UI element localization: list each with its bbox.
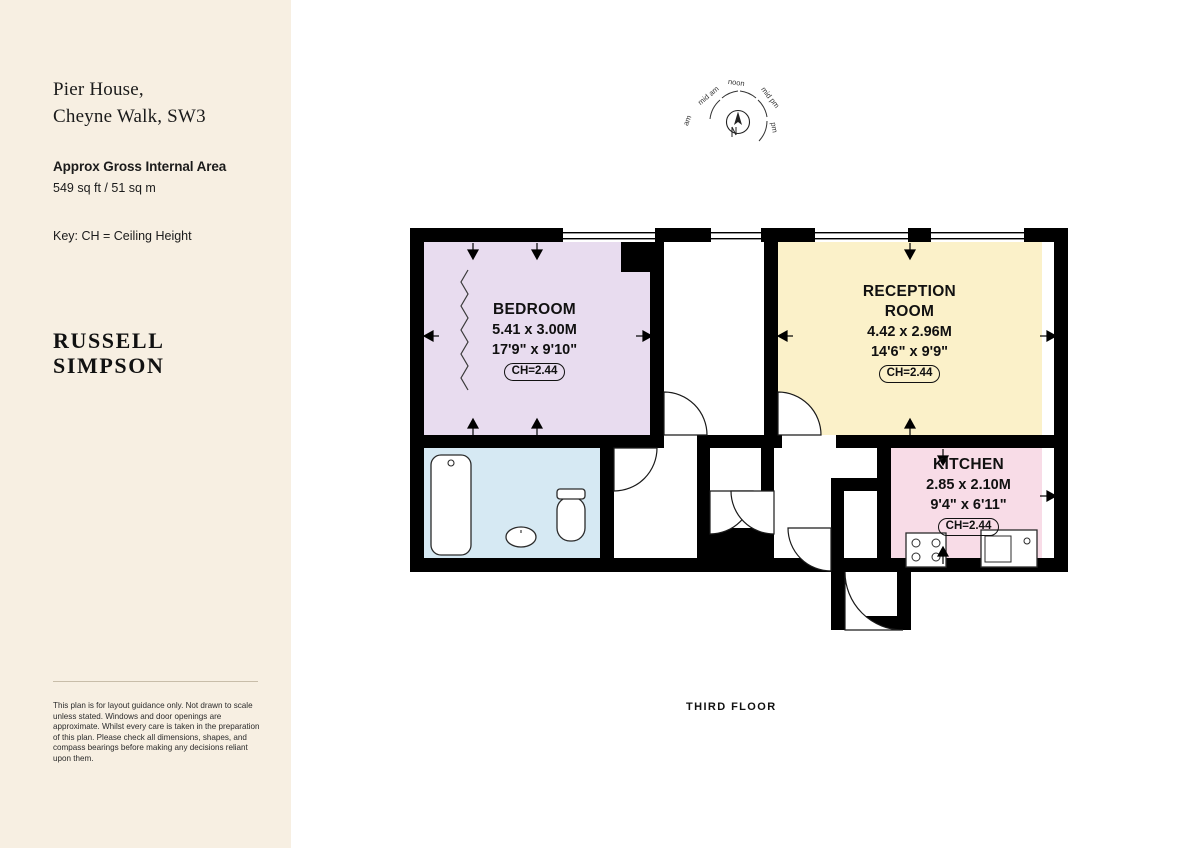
- wall-entry-right: [897, 572, 911, 630]
- bedroom-dim-imperial: 17'9" x 9'10": [491, 342, 578, 358]
- window-top-3-line-b: [815, 238, 908, 239]
- door-bedroom: [664, 392, 707, 435]
- area-value: 549 sq ft / 51 sq m: [53, 181, 156, 195]
- brand-logo: [53, 328, 164, 378]
- compass-label-mid-am: mid am: [695, 84, 721, 107]
- wall-hall-stub-1: [697, 448, 710, 528]
- wall-hall-stub-3: [697, 528, 774, 572]
- reception-ceiling-height: CH=2.44: [879, 365, 941, 383]
- bedroom-ceiling-height: CH=2.44: [504, 363, 566, 381]
- key-legend: Key: CH = Ceiling Height: [53, 229, 192, 243]
- compass-label-mid-pm: mid pm: [759, 85, 782, 110]
- window-top-3-line: [815, 232, 908, 233]
- wall-mid-1: [697, 435, 782, 448]
- kitchen-name: KITCHEN: [933, 456, 1004, 473]
- wall-left: [410, 228, 424, 572]
- brand-line-1: RUSSELL: [53, 328, 165, 353]
- wall-bedroom-bottom: [410, 435, 664, 448]
- reception-name: RECEPTION: [862, 283, 957, 300]
- window-top-1-line-b: [563, 238, 655, 239]
- window-top-2-line: [711, 232, 761, 233]
- window-top-2-line-b: [711, 238, 761, 239]
- compass-label-pm: pm: [768, 121, 780, 134]
- kitchen-label: [881, 455, 1056, 536]
- bathtub-fixture: [431, 455, 471, 555]
- address-line-2: Cheyne Walk, SW3: [53, 106, 206, 127]
- wc-fixture: [557, 497, 585, 541]
- bedroom-name: BEDROOM: [492, 301, 577, 318]
- reception-room-label: [822, 282, 997, 383]
- window-top-4-line: [931, 232, 1024, 233]
- reception-dim-imperial: 14'6" x 9'9": [870, 344, 949, 360]
- wall-hall-stub-4: [831, 478, 844, 572]
- window-top-4: [931, 228, 1024, 242]
- bedroom-label: [447, 300, 622, 381]
- window-top-1-line: [563, 232, 655, 233]
- wall-bathroom-right: [600, 448, 614, 572]
- area-title: Approx Gross Internal Area: [53, 159, 227, 174]
- wall-mid-2: [836, 435, 1068, 448]
- wc-cistern: [557, 489, 585, 499]
- sidebar: [0, 0, 291, 848]
- property-address: [53, 76, 206, 130]
- kitchen-ceiling-height: CH=2.44: [938, 518, 1000, 536]
- hob-fixture: [906, 533, 946, 567]
- brand-line-2: SIMPSON: [53, 353, 165, 378]
- floorplan-canvas: [291, 0, 1200, 848]
- bedroom-dim-metric: 5.41 x 3.00M: [492, 322, 577, 338]
- floor-label: THIRD FLOOR: [686, 701, 777, 713]
- window-top-4-line-b: [931, 238, 1024, 239]
- address-line-1: Pier House,: [53, 79, 144, 100]
- window-top-3: [815, 228, 908, 242]
- window-top-2: [711, 228, 761, 242]
- kitchen-dim-metric: 2.85 x 2.10M: [926, 477, 1011, 493]
- disclaimer-text: This plan is for layout guidance only. Not drawn to scale unless stated. Windows and door openings are approximate. Whilst every care is taken in the preparation of this plan. Please check all dimensions, shapes, and compass bearings before making any decisions reliant upon them.: [53, 701, 260, 763]
- compass-label-noon: noon: [727, 76, 746, 89]
- compass-label-am: am: [681, 113, 694, 128]
- divider: [53, 681, 258, 682]
- wall-right: [1054, 228, 1068, 572]
- reception-name-2: ROOM: [884, 303, 935, 320]
- wall-nib-top: [621, 242, 664, 272]
- reception-dim-metric: 4.42 x 2.96M: [867, 324, 952, 340]
- wall-hall-stub-5: [831, 478, 877, 491]
- wall-reception-left: [764, 242, 778, 435]
- kitchen-dim-imperial: 9'4" x 6'11": [930, 497, 1007, 513]
- floorplan-drawing: [291, 0, 1200, 848]
- window-top-1: [563, 228, 655, 242]
